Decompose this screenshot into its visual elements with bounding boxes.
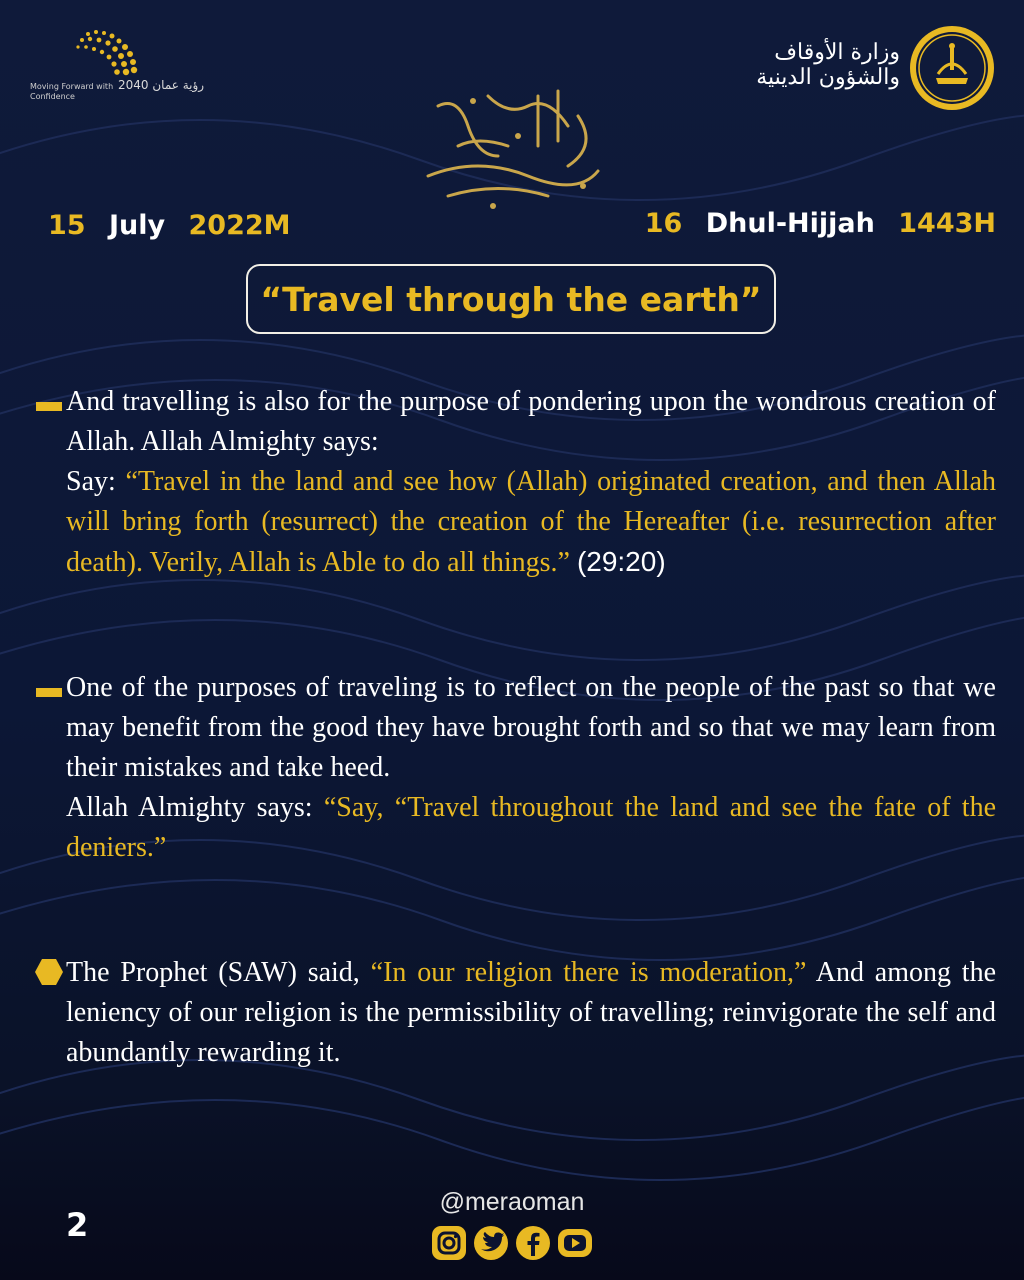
gregorian-date [48,210,291,241]
headline-box [246,264,776,334]
p3-quote: “In our religion there is moderation,” [370,957,807,988]
p3-lead: The Prophet (SAW) said, [66,957,360,988]
p2-quote: “Say, “Travel throughout the land and see the fate of the deniers.” [66,792,997,863]
ministry-name: وزارة الأوقاف والشؤون الدينية [756,40,900,90]
p3-rest: And among the leniency of our religion is the permissibility of travelling; reinvigorate the self and abundantly rewarding it. [66,957,997,1068]
paragraph-3 [66,953,996,1073]
oman-vision-tagline: Moving Forward with Confidence [30,82,114,101]
page-number: 2 [66,1206,89,1244]
friday-sermon-calligraphy [398,86,628,216]
ministry-seal [908,24,996,112]
social-icons [430,1224,600,1264]
paragraph-2 [66,668,996,868]
youtube-icon[interactable] [556,1224,594,1262]
hijri-date [645,208,996,239]
bullet-bar-icon [36,688,62,697]
p1-reference: (29:20) [576,546,666,577]
p1-intro: And travelling is also for the purpose of pondering upon the wondrous creation of Allah. Allah Almighty says: [66,386,996,457]
bullet-hexagon-icon [34,958,64,986]
hijri-month: Dhul-Hijjah [705,208,875,239]
hijri-year: 1443H [898,208,996,239]
p1-quote: “Travel in the land and see how (Allah) originated creation, and then Allah will bring forth (resurrect) the creation of the Hereafter (i.e. resurrection after death). Verily, Allah is Able to do all things.” [66,466,997,578]
hijri-day: 16 [644,208,683,239]
oman-vision-arabic: رؤية عمان 2040 [118,78,205,92]
headline: “Travel through the earth” [260,279,762,319]
instagram-icon[interactable] [430,1224,468,1262]
p1-say: Say: [66,466,116,497]
gregorian-month: July [108,210,166,241]
gregorian-day: 15 [48,210,86,241]
bullet-bar-icon [36,402,62,411]
p2-text: One of the purposes of traveling is to reflect on the people of the past so that we may benefit from the good they have brought forth and so that we may learn from their mistakes and take heed. [66,672,996,783]
p2-says: Allah Almighty says: [66,792,313,823]
paragraph-1 [66,382,996,583]
gregorian-year: 2022M [188,210,291,241]
twitter-icon[interactable] [472,1224,510,1262]
facebook-icon[interactable] [514,1224,552,1262]
social-handle[interactable]: @meraoman [439,1188,585,1216]
